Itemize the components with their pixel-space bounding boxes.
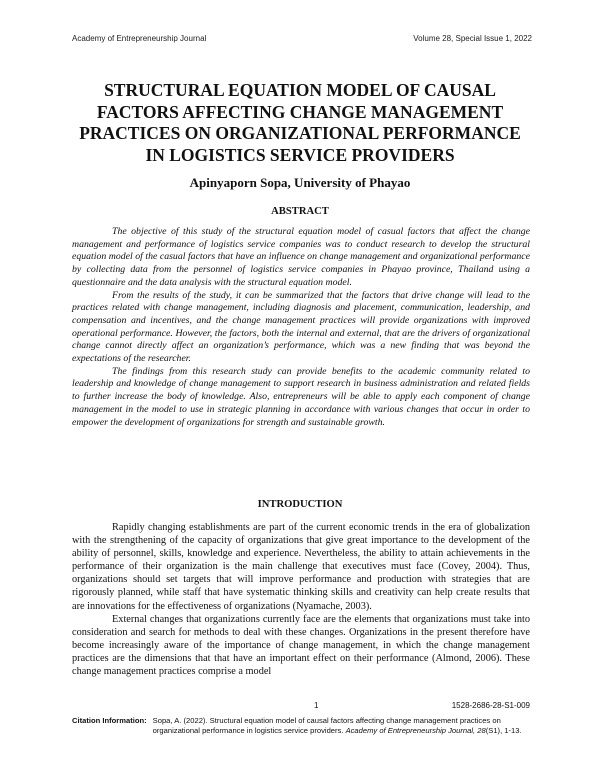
running-header-volume: Volume 28, Special Issue 1, 2022: [413, 34, 532, 43]
author-line: Apinyaporn Sopa, University of Phayao: [189, 175, 411, 190]
introduction-heading: INTRODUCTION: [257, 499, 343, 510]
abstract-paragraph: The objective of this study of the structural equation model of casual factors that affect the change management and performance of logistics service companies was to conduct research to develop the structural equation model of the casual factors that have an influence on change management and organizational performance by collecting data from the personnel of logistics service companies in Phayao province, Thailand using a questionnaire and the data analysis with the structural equation model.: [72, 226, 530, 288]
abstract-heading: ABSTRACT: [271, 206, 329, 217]
citation-text-part: Sopa, A. (2022). Structural equation model of causal factors affecting change management practices on organizational performance in logistics service providers.: [152, 716, 501, 735]
introduction-body: [72, 521, 530, 678]
citation-journal: Academy of Entrepreneurship Journal, 28: [345, 725, 486, 735]
paper-title: STRUCTURAL EQUATION MODEL OF CAUSAL FACTORS AFFECTING CHANGE MANAGEMENT PRACTICES ON ORGANIZATIONAL PERFORMANCE IN LOGISTICS SERVICE PROVIDERS: [79, 80, 521, 165]
abstract-body: [72, 226, 530, 429]
abstract-paragraph: From the results of the study, it can be summarized that the factors that drive change will lead to the practices related with change management, including diagnosis and placement, communication, leadership, and compensation and incentives, and the change management practices will provide organizations with improved operational performance. However, the factors, both the internal and external, that are the drivers of organizational change cannot directly affect an organization’s performance, which was a new finding that was beyond the expectations of the researcher.: [72, 289, 530, 365]
citation-text: [153, 716, 542, 735]
introduction-paragraph: Rapidly changing establishments are part of the current economic trends in the era of globalization with the strengthening of the capacity of organizations that give great importance to the development of the ability of personnel, skills, knowledge and experience. Nevertheless, the ability to attain achievements in the performance of their organization is the main challenge that executives must face (Covey, 2004). Thus, organizations should set targets that will improve performance and production with strategies that are rigorously planned, while staff that have systematic thinking skills and creativity can help create results that are innovations for the effectiveness of organizations (Nyamache, 2003).: [72, 522, 530, 612]
introduction-paragraph: External changes that organizations currently face are the elements that organizations must take into consideration and search for methods to deal with these changes. Organizations in the present therefore have become increasingly aware of the importance of change management, in which the change management practices are the dimensions that that have an important effect on their performance (Almond, 2006). These change management practices comprise a model: [72, 613, 530, 678]
citation-label: Citation Information:: [72, 716, 147, 725]
abstract-paragraph: The findings from this research study can provide benefits to the academic community related to leadership and knowledge of change management to support research in business administration and related fields to further increase the body of knowledge. Also, entrepreneurs will be able to apply each component of change management in the model to use in strategic planning in accordance with various changes that occur in order to empower the development of organizations for strength and sustainable growth.: [72, 365, 530, 428]
citation-text-part: (S1), 1-13.: [485, 725, 522, 735]
citation-information: [72, 716, 542, 735]
issn-code: 1528-2686-28-S1-009: [451, 701, 530, 710]
running-header-journal: Academy of Entrepreneurship Journal: [72, 34, 207, 43]
page-number: 1: [314, 701, 319, 710]
